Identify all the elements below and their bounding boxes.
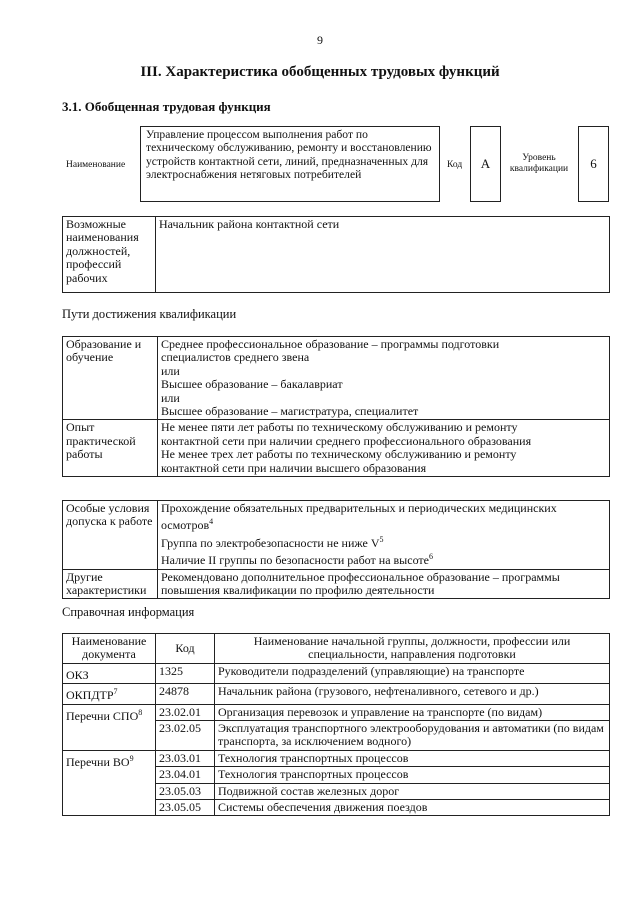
row-code: 23.04.01: [156, 767, 215, 783]
row-name: Эксплуатация транспортного электрооборудования и автоматики (по видам транспорта, за исключением водного): [215, 721, 610, 751]
experience-line: контактной сети при наличии высшего образования: [161, 460, 427, 475]
condition-item: Прохождение обязательных предварительных и периодических медицинских осмотров$^4$: [161, 501, 557, 533]
education-line: специалистов среднего звена: [161, 350, 310, 365]
education-line: или: [161, 363, 180, 378]
reference-title: Справочная информация: [62, 605, 195, 619]
level-value-box: [578, 126, 609, 202]
level-label: Уровень квалификации: [509, 153, 569, 174]
row-name: Руководители подразделений (управляющие) на транспорте: [215, 663, 610, 683]
row-doc: Перечни СПО$^8$: [63, 704, 156, 750]
row-code: 23.05.03: [156, 783, 215, 799]
experience-line: Не менее пяти лет работы по техническому обслуживанию и ремонту: [161, 420, 518, 435]
other-label: Другие характеристики: [63, 569, 158, 599]
row-name: Подвижной состав железных дорог: [215, 783, 610, 799]
subsection-title: 3.1. Обобщенная трудовая функция: [62, 99, 271, 114]
education-line: Высшее образование – бакалавриат: [161, 377, 343, 392]
education-line: или: [161, 390, 180, 405]
education-value: [158, 337, 610, 420]
experience-value: [158, 420, 610, 477]
level-value: 6: [590, 156, 597, 171]
experience-line: Не менее трех лет работы по техническому обслуживанию и ремонту: [161, 447, 517, 462]
experience-line: контактной сети при наличии среднего профессионального образования: [161, 433, 532, 448]
code-label: Код: [447, 160, 463, 170]
function-name-box: Управление процессом выполнения работ по техническому обслуживанию, ремонту и восстановлению устройств контактной сети, линий, предназначенных для электроснабжения нетяговых потребителей: [140, 126, 440, 202]
row-doc: ОКЗ: [63, 663, 156, 683]
row-name: Технология транспортных процессов: [215, 750, 610, 766]
condition-item: Наличие II группы по безопасности работ на высоте$^6$: [161, 552, 433, 568]
conditions-table: [62, 500, 610, 599]
header-name: Наименование начальной группы, должности, профессии или специальности, направления подготовки: [215, 634, 610, 664]
experience-label: Опыт практической работы: [63, 420, 158, 477]
row-code: 1325: [156, 663, 215, 683]
row-code: 24878: [156, 684, 215, 704]
special-conditions-value: [158, 501, 610, 570]
other-value: Рекомендовано дополнительное профессиональное образование – программы повышения квалификации по профилю деятельности: [158, 569, 610, 599]
table-row: [63, 704, 610, 720]
row-code: 23.03.01: [156, 750, 215, 766]
header-doc: Наименование документа: [63, 634, 156, 664]
reference-table: [62, 633, 610, 816]
table-row: [63, 663, 610, 683]
education-table: [62, 336, 610, 477]
positions-label: Возможные наименования должностей, профессий рабочих: [63, 217, 156, 293]
row-name: Организация перевозок и управление на транспорте (по видам): [215, 704, 610, 720]
name-label: Наименование: [66, 160, 126, 170]
header-code: Код: [156, 634, 215, 664]
row-doc: ОКПДТР$^7$: [63, 684, 156, 704]
row-code: 23.05.05: [156, 800, 215, 816]
section-title: III. Характеристика обобщенных трудовых функций: [140, 64, 500, 80]
code-value-box: [470, 126, 501, 202]
row-code: 23.02.05: [156, 721, 215, 751]
special-conditions-label: Особые условия допуска к работе: [63, 501, 158, 570]
page-number: 9: [317, 33, 323, 47]
education-line: Высшее образование – магистратура, специалитет: [161, 404, 419, 419]
education-label: Образование и обучение: [63, 337, 158, 420]
row-name: Системы обеспечения движения поездов: [215, 800, 610, 816]
positions-value: Начальник района контактной сети: [156, 217, 610, 293]
row-code: 23.02.01: [156, 704, 215, 720]
education-line: Среднее профессиональное образование – программы подготовки: [161, 337, 500, 351]
row-name: Начальник района (грузового, нефтеналивного, сетевого и др.): [215, 684, 610, 704]
table-row: [63, 750, 610, 766]
row-doc: Перечни $ВО^9$: [63, 750, 156, 816]
table-row: [63, 684, 610, 704]
positions-table: [62, 216, 610, 293]
qualification-paths-title: Пути достижения квалификации: [62, 307, 237, 321]
condition-item: Группа по электробезопасности не ниже $V^5$: [161, 534, 384, 550]
code-value: А: [480, 156, 491, 171]
row-name: Технология транспортных процессов: [215, 767, 610, 783]
